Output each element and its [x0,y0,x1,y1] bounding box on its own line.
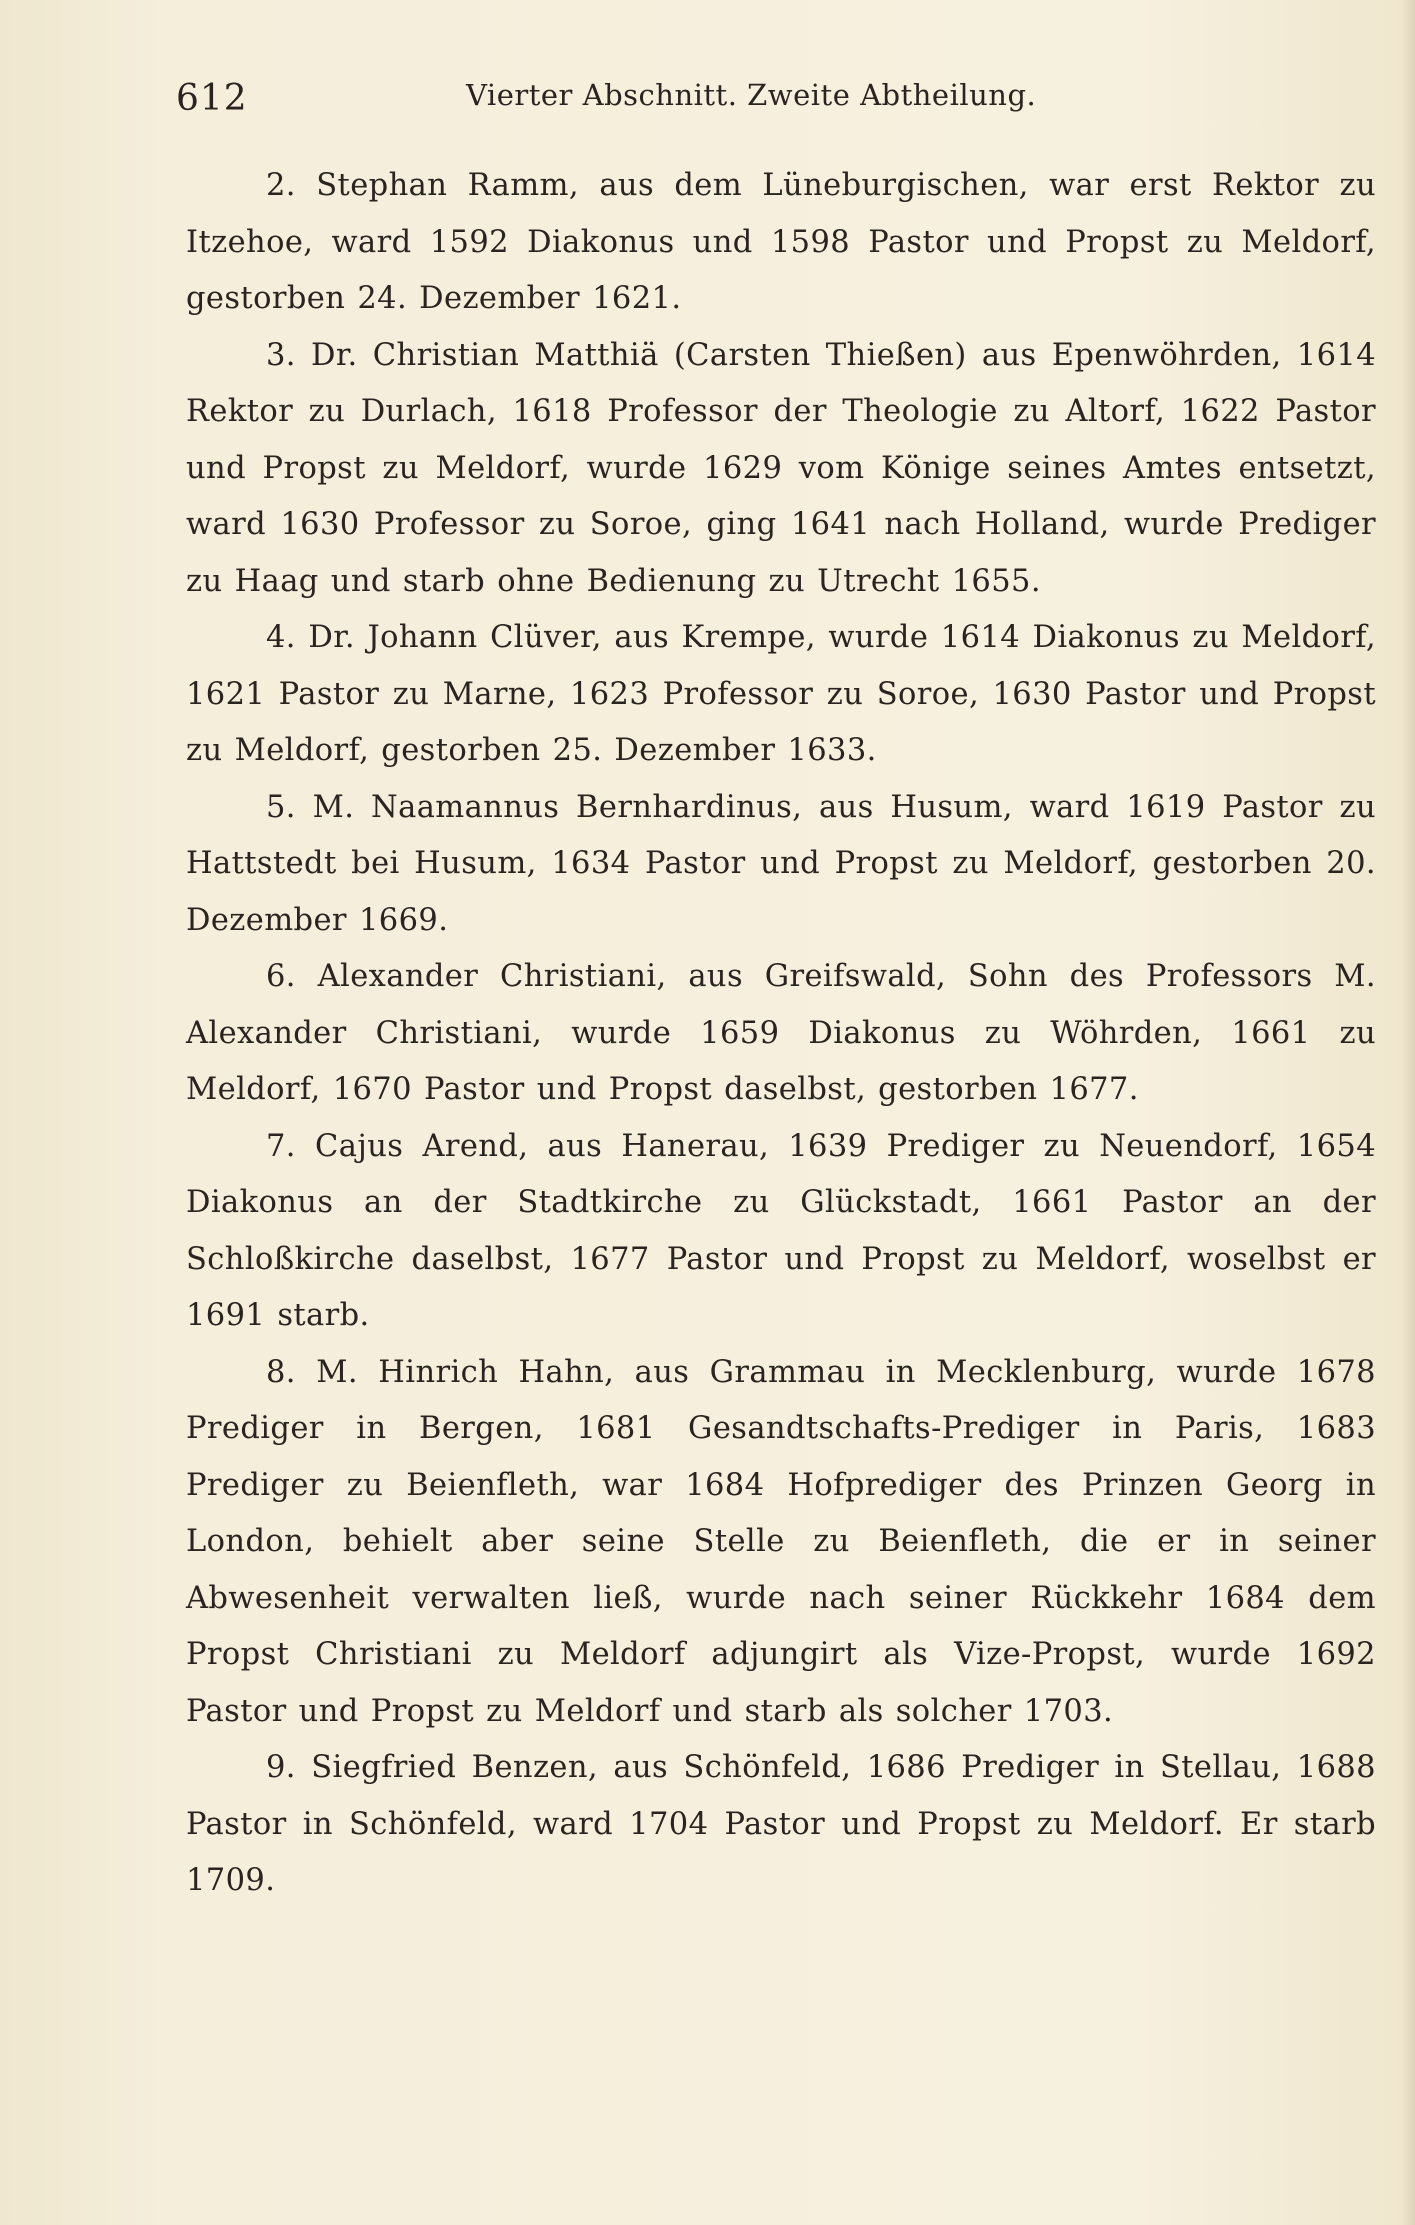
entry-paragraph: 4. Dr. Johann Clüver, aus Krempe, wurde 1614 Diakonus zu Meldorf, 1621 Pastor zu Marne, 1623 Professor zu Soroe, 1630 Pastor und Propst zu Meldorf, gestorben 25. Dezember 1633. [186,620,1376,768]
main-text [186,158,1376,1910]
entry-paragraph: 7. Cajus Arend, aus Hanerau, 1639 Prediger zu Neuendorf, 1654 Diakonus an der Stadtkirche zu Glückstadt, 1661 Pastor an der Schloßkirche daselbst, 1677 Pastor und Propst zu Meldorf, woselbst er 1691 starb. [186,1128,1376,1333]
entry-paragraph: 3. Dr. Christian Matthiä (Carsten Thießen) aus Epenwöhrden, 1614 Rektor zu Durlach, 1618 Professor der Theologie zu Altorf, 1622 Pastor und Propst zu Meldorf, wurde 1629 vom Könige seines Amtes entsetzt, ward 1630 Professor zu Soroe, ging 1641 nach Holland, wurde Prediger zu Haag und starb ohne Bedienung zu Utrecht 1655. [186,337,1376,599]
entry-paragraph: 8. M. Hinrich Hahn, aus Grammau in Mecklenburg, wurde 1678 Prediger in Bergen, 1681 Gesandtschafts-Prediger in Paris, 1683 Prediger zu Beienfleth, war 1684 Hofprediger des Prinzen Georg in London, behielt aber seine Stelle zu Beienfleth, die er in seiner Abwesenheit verwalten ließ, wurde nach seiner Rückkehr 1684 dem Propst Christiani zu Meldorf adjungirt als Vize-Propst, wurde 1692 Pastor und Propst zu Meldorf und starb als solcher 1703. [186,1354,1376,1729]
running-head: Vierter Abschnitt. Zweite Abtheilung. [466,78,1037,112]
page-header [176,70,1381,120]
entry-paragraph: 9. Siegfried Benzen, aus Schönfeld, 1686 Prediger in Stellau, 1688 Pastor in Schönfeld, ward 1704 Pastor und Propst zu Meldorf. Er starb 1709. [186,1750,1376,1898]
entry-paragraph: 5. M. Naamannus Bernhardinus, aus Husum, ward 1619 Pastor zu Hattstedt bei Husum, 1634 Pastor und Propst zu Meldorf, gestorben 20. Dezember 1669. [186,789,1376,938]
entry-paragraph: 2. Stephan Ramm, aus dem Lüneburgischen, war erst Rektor zu Itzehoe, ward 1592 Diakonus und 1598 Pastor und Propst zu Meldorf, gestorben 24. Dezember 1621. [186,168,1376,316]
page-number: 612 [176,78,248,119]
entry-paragraph: 6. Alexander Christiani, aus Greifswald, Sohn des Professors M. Alexander Christiani, wurde 1659 Diakonus zu Wöhrden, 1661 zu Meldorf, 1670 Pastor und Propst daselbst, gestorben 1677. [186,959,1376,1107]
page-edge-shadow [1401,0,1415,2225]
